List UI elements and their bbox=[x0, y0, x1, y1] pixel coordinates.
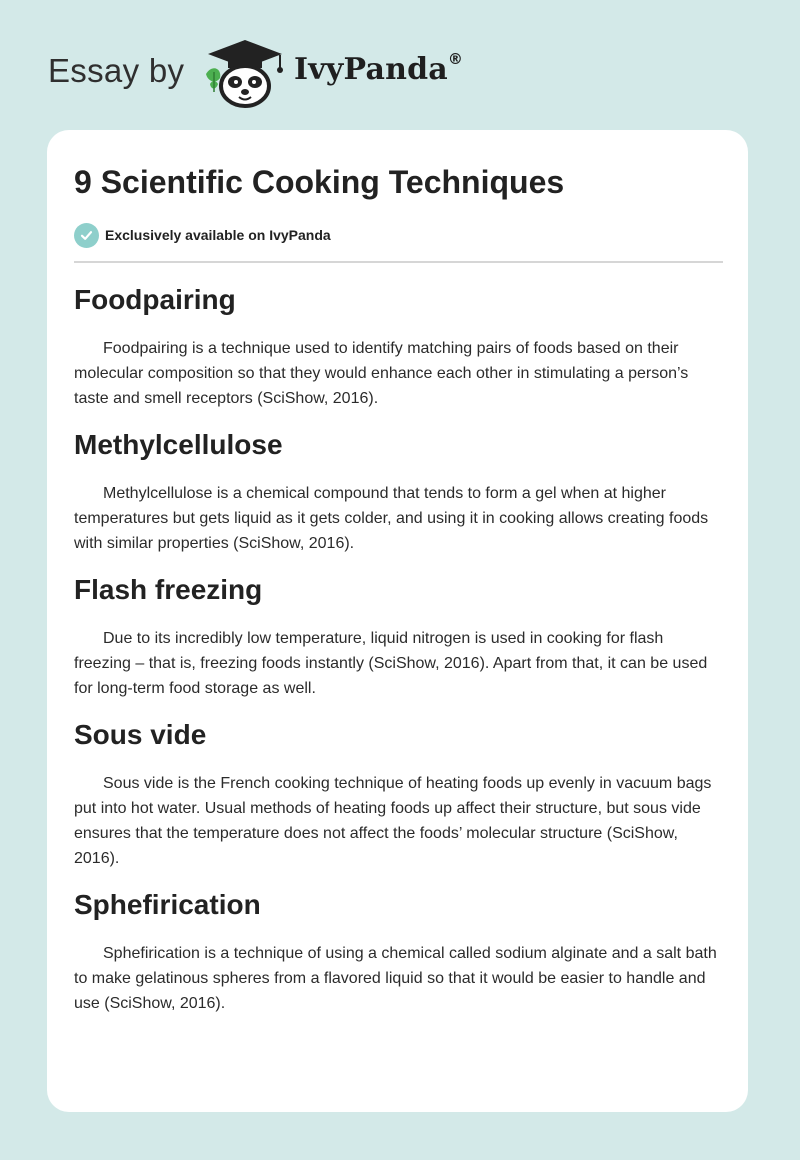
exclusive-label: Exclusively available on IvyPanda bbox=[105, 227, 331, 243]
site-header bbox=[48, 34, 508, 114]
brand-name[interactable] bbox=[294, 52, 463, 87]
section-foodpairing bbox=[74, 282, 724, 411]
section-heading: Methylcellulose bbox=[74, 429, 283, 460]
divider bbox=[74, 261, 723, 263]
section-flash-freezing bbox=[74, 572, 724, 701]
section-heading: Sous vide bbox=[74, 719, 207, 750]
section-heading: Foodpairing bbox=[74, 284, 236, 315]
section-paragraph: Methylcellulose is a chemical compound that tends to form a gel when at higher temperatures but gets liquid as it gets colder, and using it in cooking allows creating foods with similar properties (SciShow, 2016). bbox=[74, 485, 709, 552]
page-title: 9 Scientific Cooking Techniques bbox=[74, 164, 565, 200]
brand-label: IvyPanda bbox=[294, 52, 448, 87]
essay-by-label: Essay by bbox=[48, 52, 185, 89]
check-circle-icon bbox=[74, 223, 99, 248]
section-methylcellulose bbox=[74, 427, 724, 556]
section-sphefirication bbox=[74, 887, 724, 1016]
section-paragraph: Due to its incredibly low temperature, liquid nitrogen is used in cooking for flash freezing – that is, freezing foods instantly (SciShow, 2016). Apart from that, it can be used for long-term food storage as well. bbox=[74, 630, 708, 697]
section-sous-vide bbox=[74, 717, 724, 871]
essay-card bbox=[47, 130, 748, 1112]
section-paragraph: Sous vide is the French cooking technique of heating foods up evenly in vacuum bags put into hot water. Usual methods of heating foods up affect their structure, but sous vide ensures that the temperature does not affect the foods’ molecular structure (SciShow, 2016). bbox=[74, 775, 712, 867]
section-heading: Flash freezing bbox=[74, 574, 263, 605]
panda-graduate-logo-icon[interactable] bbox=[202, 34, 288, 110]
article-body bbox=[74, 282, 724, 1016]
registered-mark: ® bbox=[447, 50, 464, 68]
section-heading: Sphefirication bbox=[74, 889, 261, 920]
section-paragraph: Foodpairing is a technique used to identify matching pairs of foods based on their molecular composition so that they would enhance each other in stimulating a person’s taste and smell receptors (SciShow, 2016). bbox=[74, 340, 689, 407]
exclusive-badge bbox=[74, 222, 331, 248]
section-paragraph: Sphefirication is a technique of using a chemical called sodium alginate and a salt bath to make gelatinous spheres from a flavored liquid so that it would be easier to handle and use (SciShow, 2016). bbox=[74, 945, 717, 1012]
